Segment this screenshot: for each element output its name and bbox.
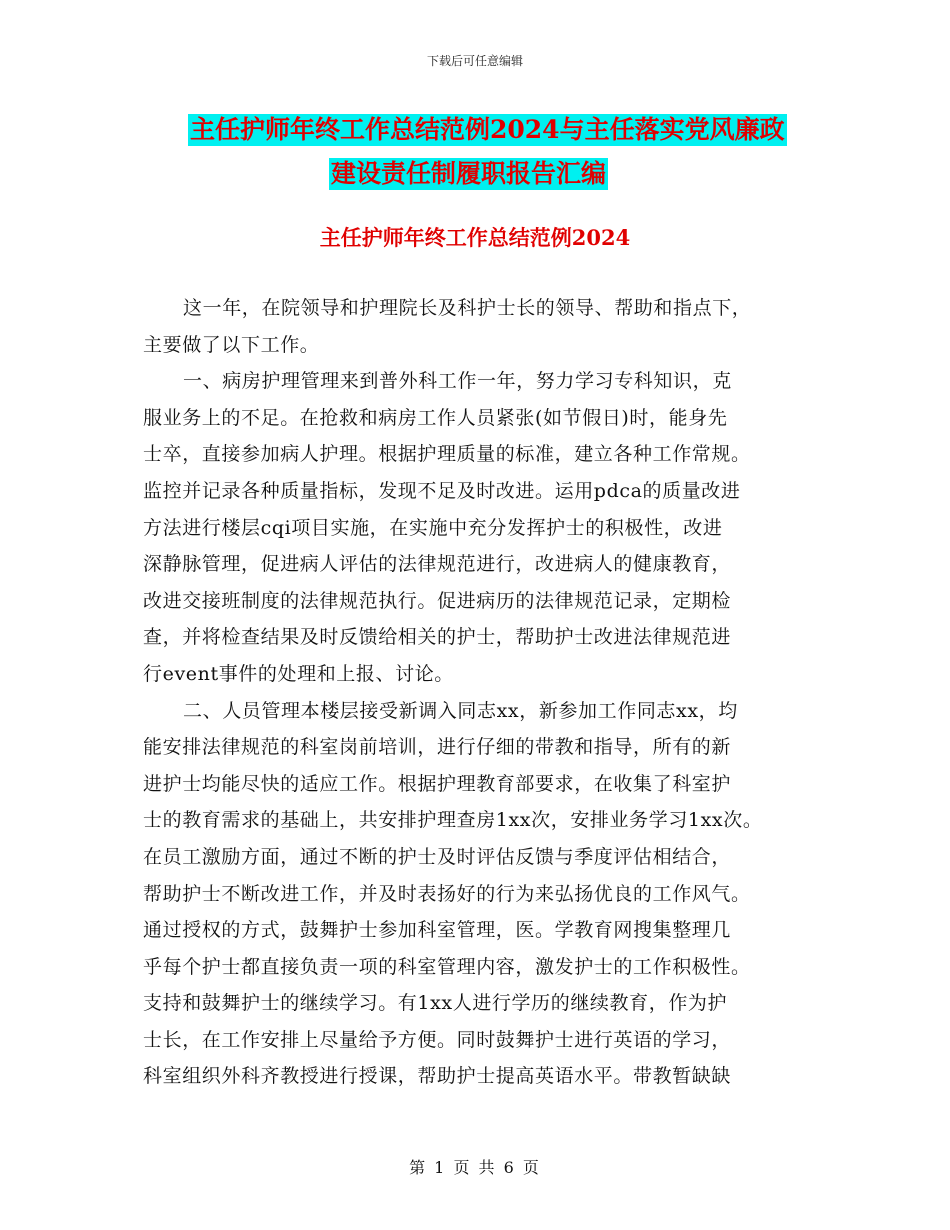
- text-line: 科室组织外科齐教授进行授课，帮助护士提高英语水平。带教暂缺缺: [143, 1065, 732, 1088]
- page-footer: 第 1 页 共 6 页: [409, 1158, 541, 1177]
- text-line: 查，并将检查结果及时反馈给相关的护士，帮助护士改进法律规范进: [143, 626, 732, 649]
- text-line: 方法进行楼层cqi项目实施，在实施中充分发挥护士的积极性，改进: [143, 516, 723, 539]
- text-line: 一、病房护理管理来到普外科工作一年，努力学习专科知识，克: [183, 370, 732, 393]
- text-line: 这一年，在院领导和护理院长及科护士长的领导、帮助和指点下，: [183, 297, 752, 319]
- text-line: 在员工激励方面，通过不断的护士及时评估反馈与季度评估相结合，: [143, 845, 732, 868]
- text-line: 深静脉管理，促进病人评估的法律规范进行，改进病人的健康教育，: [143, 553, 732, 576]
- text-line: 服业务上的不足。在抢救和病房工作人员紧张(如节假日)时，能身先: [143, 406, 728, 429]
- text-line: 主要做了以下工作。: [143, 333, 320, 356]
- text-line: 进护士均能尽快的适应工作。根据护理教育部要求，在收集了科室护: [143, 772, 732, 795]
- section-title: 主任护师年终工作总结范例2024: [319, 225, 631, 250]
- header-note: 下载后可任意编辑: [426, 54, 523, 68]
- text-line: 乎每个护士都直接负责一项的科室管理内容，激发护士的工作积极性。: [143, 955, 751, 978]
- text-line: 士长，在工作安排上尽量给予方便。同时鼓舞护士进行英语的学习，: [143, 1028, 732, 1051]
- document-title-line-1: 主任护师年终工作总结范例2024与主任落实党风廉政: [190, 115, 785, 144]
- text-line: 士的教育需求的基础上，共安排护理查房1xx次，安排业务学习1xx次。: [143, 809, 763, 832]
- text-line: 通过授权的方式，鼓舞护士参加科室管理，医。学教育网搜集整理几: [143, 919, 732, 942]
- text-line: 监控并记录各种质量指标，发现不足及时改进。运用pdca的质量改进: [143, 479, 741, 502]
- text-line: 二、人员管理本楼层接受新调入同志xx，新参加工作同志xx，均: [183, 699, 738, 722]
- body-text: [143, 290, 843, 1095]
- document-title-line-2: 建设责任制履职报告汇编: [331, 159, 607, 188]
- text-line: 帮助护士不断改进工作，并及时表扬好的行为来弘扬优良的工作风气。: [143, 882, 751, 905]
- text-line: 行event事件的处理和上报、讨论。: [143, 662, 454, 685]
- text-line: 士卒，直接参加病人护理。根据护理质量的标准，建立各种工作常规。: [143, 443, 751, 466]
- text-line: 能安排法律规范的科室岗前培训，进行仔细的带教和指导，所有的新: [143, 736, 732, 759]
- text-line: 支持和鼓舞护士的继续学习。有1xx人进行学历的继续教育，作为护: [143, 992, 728, 1015]
- text-line: 改进交接班制度的法律规范执行。促进病历的法律规范记录，定期检: [143, 589, 732, 612]
